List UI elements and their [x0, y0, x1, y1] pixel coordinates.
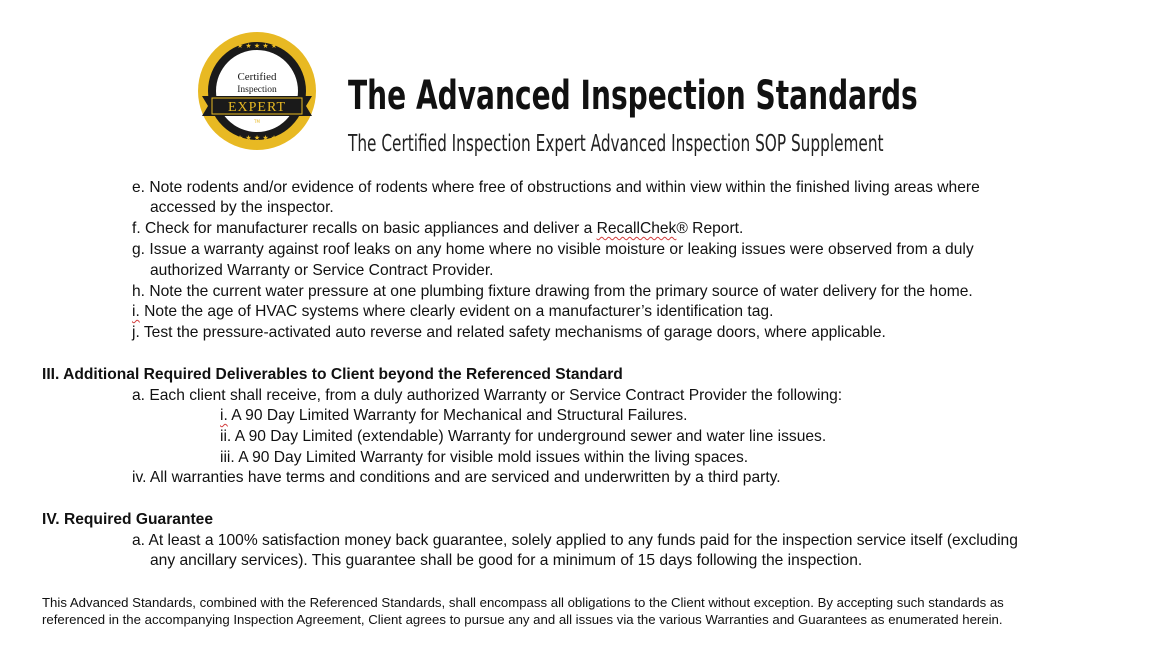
svg-text:★ ★ ★ ★ ★: ★ ★ ★ ★ ★ [236, 134, 278, 142]
section-iii-subitem-i: i. A 90 Day Limited Warranty for Mechanical and Structural Failures. [220, 407, 688, 424]
list-item-j: j. Test the pressure-activated auto reverse and related safety mechanisms of garage doors, where applicable. [132, 324, 886, 341]
seal-tm: TM [254, 119, 260, 124]
list-item-h: h. Note the current water pressure at one plumbing fixture drawing from the primary source of water delivery for the home. [132, 283, 973, 300]
section-iv-heading: IV. Required Guarantee [42, 511, 214, 528]
list-item-e: e. Note rodents and/or evidence of rodents where free of obstructions and within view within the finished living areas where [132, 179, 980, 196]
list-item-g: g. Issue a warranty against roof leaks on any home where no visible moisture or leaking issues were observed from a duly [132, 241, 974, 258]
list-item-i: i. Note the age of HVAC systems where clearly evident on a manufacturer’s identification tag. [132, 303, 774, 320]
section-iii-item-a: a. Each client shall receive, from a duly authorized Warranty or Service Contract Provider the following: [132, 387, 843, 404]
document-header [196, 30, 1156, 157]
footer-text-line-2: referenced in the accompanying Inspection Agreement, Client agrees to pursue any and all issues via the various Warranties and Guarantees as enumerated herein. [42, 612, 1003, 627]
list-item-g-continuation: authorized Warranty or Service Contract Provider. [150, 262, 494, 279]
certified-inspection-expert-seal [196, 30, 318, 152]
document-title: The Advanced Inspection Standards [348, 73, 918, 119]
svg-text:★ ★ ★ ★ ★: ★ ★ ★ ★ ★ [236, 42, 278, 50]
seal-middle-text: Inspection [237, 85, 277, 95]
section-iii-subitem-iii: iii. A 90 Day Limited Warranty for visible mold issues within the living spaces. [220, 449, 749, 466]
section-iii-item-iv: iv. All warranties have terms and conditions and are serviced and underwritten by a third party. [132, 469, 781, 486]
list-item-e-continuation: accessed by the inspector. [150, 199, 334, 216]
document-subtitle: The Certified Inspection Expert Advanced Inspection SOP Supplement [348, 131, 884, 157]
seal-top-text: Certified [237, 71, 277, 83]
list-item-f: f. Check for manufacturer recalls on basic appliances and deliver a RecallChek® Report. [132, 220, 744, 237]
section-iii-heading: III. Additional Required Deliverables to Client beyond the Referenced Standard [42, 366, 623, 383]
footer-text-line-1: This Advanced Standards, combined with the Referenced Standards, shall encompass all obligations to the Client without exception. By accepting such standards as [42, 595, 1004, 610]
section-iv-item-a: a. At least a 100% satisfaction money back guarantee, solely applied to any funds paid for the inspection service itself (excluding [132, 532, 1018, 549]
section-iii-subitem-ii: ii. A 90 Day Limited (extendable) Warranty for underground sewer and water line issues. [220, 428, 827, 445]
section-iv-item-a-continuation: any ancillary services). This guarantee shall be good for a minimum of 15 days following the inspection. [150, 552, 863, 569]
seal-banner-text: EXPERT [227, 100, 287, 115]
